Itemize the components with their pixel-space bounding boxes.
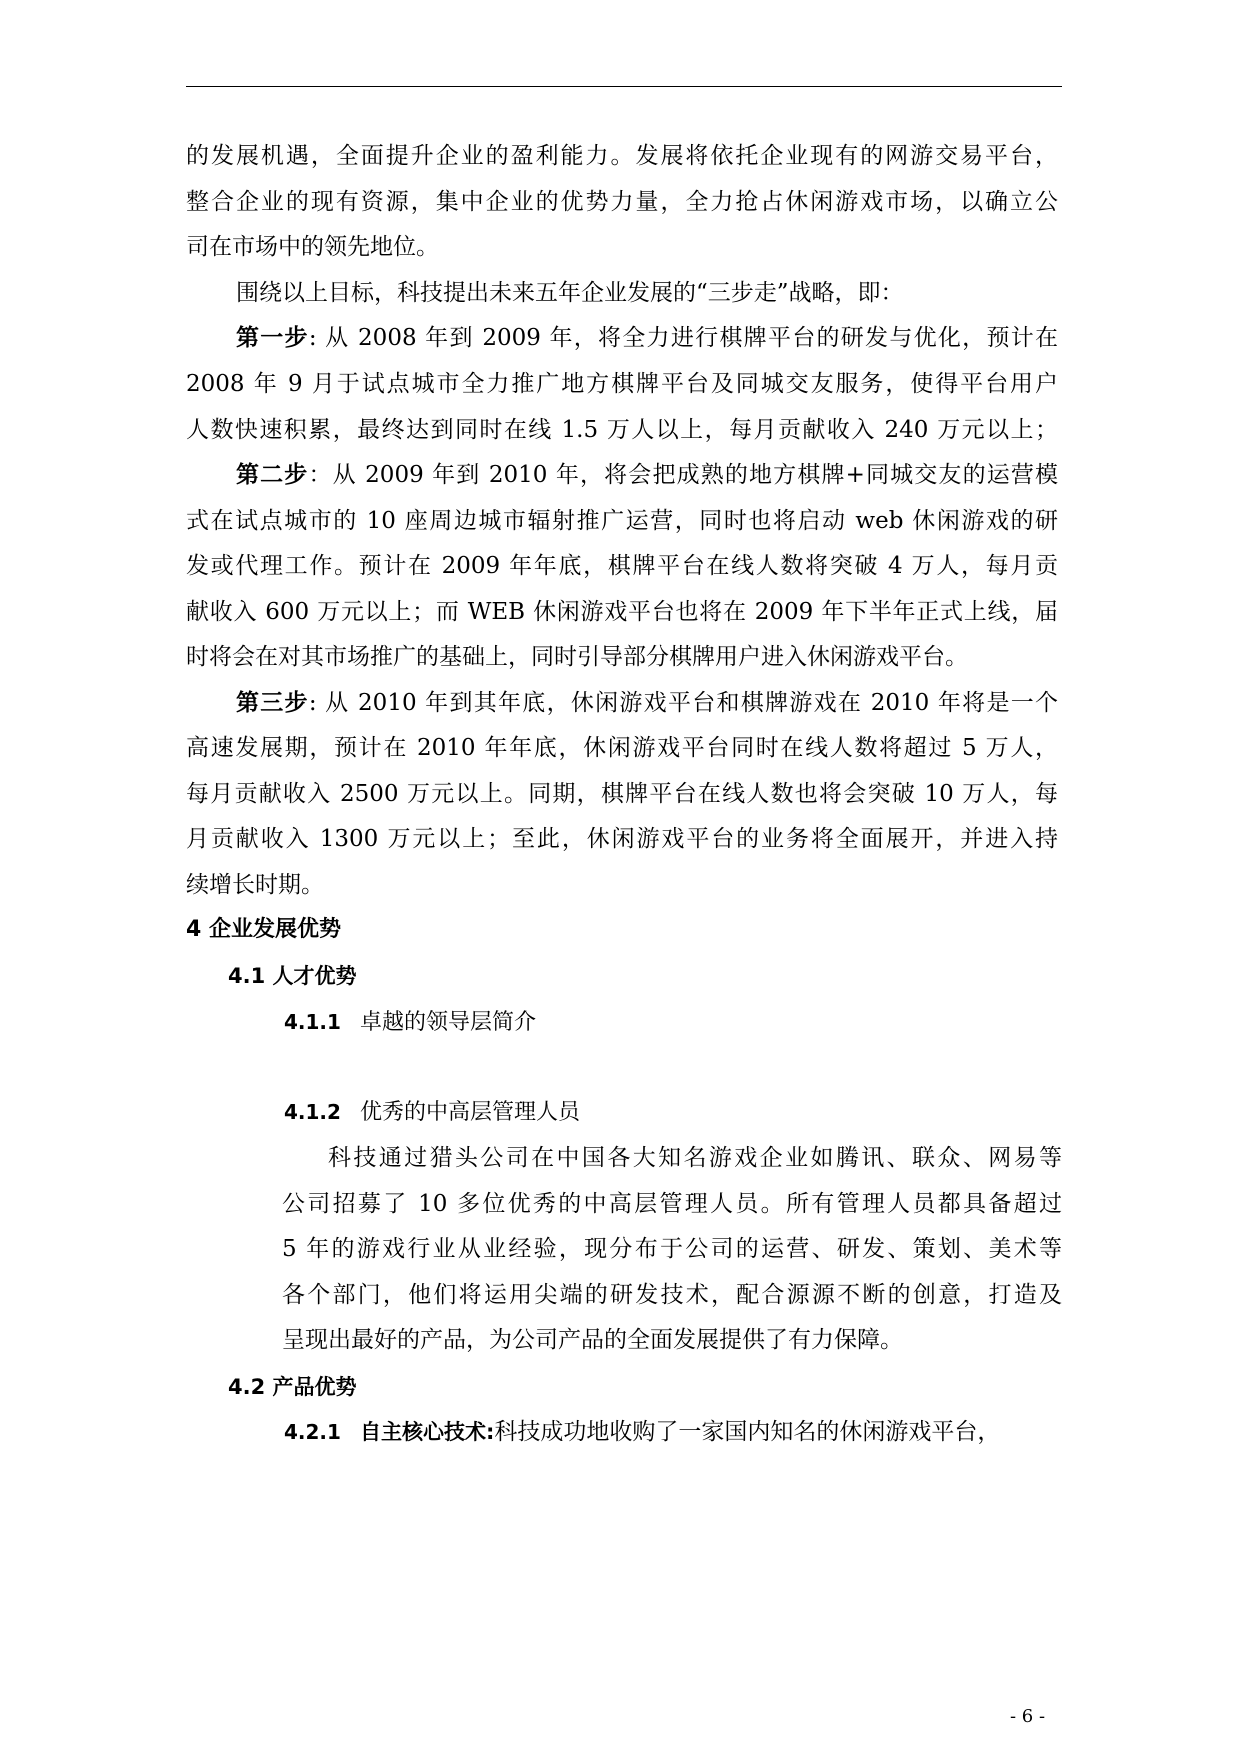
body-text-line: 的发展机遇，全面提升企业的盈利能力。发展将依托企业现有的网游交易平台， [186,143,1058,169]
section-number: 4.1.1 [284,1010,341,1034]
header-rule [186,86,1062,87]
section-number: 4.1.2 [284,1100,341,1124]
section-title: 卓越的领导层简介 [360,1010,537,1035]
body-text-line: 式在试点城市的 10 座周边城市辐射推广运营，同时也将启动 web 休闲游戏的研 [186,508,1058,534]
step3-line [236,688,1058,718]
step1-text: : 从 2008 年到 2009 年，将全力进行棋牌平台的研发与优化，预计在 [308,325,1059,351]
page-number: - 6 - [1010,1706,1046,1727]
body-text-line: 时将会在对其市场推广的基础上，同时引导部分棋牌用户进入休闲游戏平台。 [186,644,968,670]
section-number: 4.2.1 [284,1420,341,1444]
section-4-2-1-line [284,1417,1062,1447]
step2-label: 第二步 [236,461,309,488]
section-4-1-heading: 4.1 人才优势 [228,964,357,988]
step3-text: : 从 2010 年到其年底，休闲游戏平台和棋牌游戏在 2010 年将是一个 [308,690,1059,716]
body-text-line: 续增长时期。 [186,872,324,898]
body-text-line: 司在市场中的领先地位。 [186,234,439,260]
body-text-line: 人数快速积累，最终达到同时在线 1.5 万人以上，每月贡献收入 240 万元以上； [186,417,1058,443]
step1-label: 第一步 [236,324,309,351]
section-4-1-1-heading [284,1007,536,1038]
body-text-line: 每月贡献收入 2500 万元以上。同期，棋牌平台在线人数也将会突破 10 万人，每 [186,781,1058,807]
section-text: 科技成功地收购了一家国内知名的休闲游戏平台， [494,1419,1001,1445]
section-4-2-heading: 4.2 产品优势 [228,1375,357,1399]
body-text-line: 公司招募了 10 多位优秀的中高层管理人员。所有管理人员都具备超过 [282,1191,1062,1217]
body-text-line: 呈现出最好的产品，为公司产品的全面发展提供了有力保障。 [282,1327,903,1353]
step1-line [236,323,1058,353]
body-text-line: 发或代理工作。预计在 2009 年年底，棋牌平台在线人数将突破 4 万人，每月贡 [186,553,1058,579]
body-text-line: 月贡献收入 1300 万元以上；至此，休闲游戏平台的业务将全面展开，并进入持 [186,826,1058,852]
body-text-line: 2008 年 9 月于试点城市全力推广地方棋牌平台及同城交友服务，使得平台用户 [186,371,1058,397]
strategy-intro: 围绕以上目标，科技提出未来五年企业发展的“三步走”战略，即： [236,280,904,306]
section-4-heading: 4 企业发展优势 [186,917,341,942]
step2-text: ：从 2009 年到 2010 年，将会把成熟的地方棋牌+同城交友的运营模 [308,462,1058,488]
section-title: 优秀的中高层管理人员 [360,1100,581,1125]
body-text-line: 献收入 600 万元以上；而 WEB 休闲游戏平台也将在 2009 年下半年正式上线，届 [186,599,1058,625]
body-text-line: 5 年的游戏行业从业经验，现分布于公司的运营、研发、策划、美术等 [282,1236,1062,1262]
section-4-1-2-heading [284,1097,580,1128]
step2-line [236,460,1058,490]
step3-label: 第三步 [236,689,309,716]
body-text-line: 高速发展期，预计在 2010 年年底，休闲游戏平台同时在线人数将超过 5 万人， [186,735,1058,761]
body-text-line: 科技通过猎头公司在中国各大知名游戏企业如腾讯、联众、网易等 [328,1145,1062,1171]
body-text-line: 各个部门，他们将运用尖端的研发技术，配合源源不断的创意，打造及 [282,1282,1062,1308]
body-text-line: 整合企业的现有资源，集中企业的优势力量，全力抢占休闲游戏市场，以确立公 [186,189,1058,215]
section-title: 自主核心技术: [360,1420,495,1444]
